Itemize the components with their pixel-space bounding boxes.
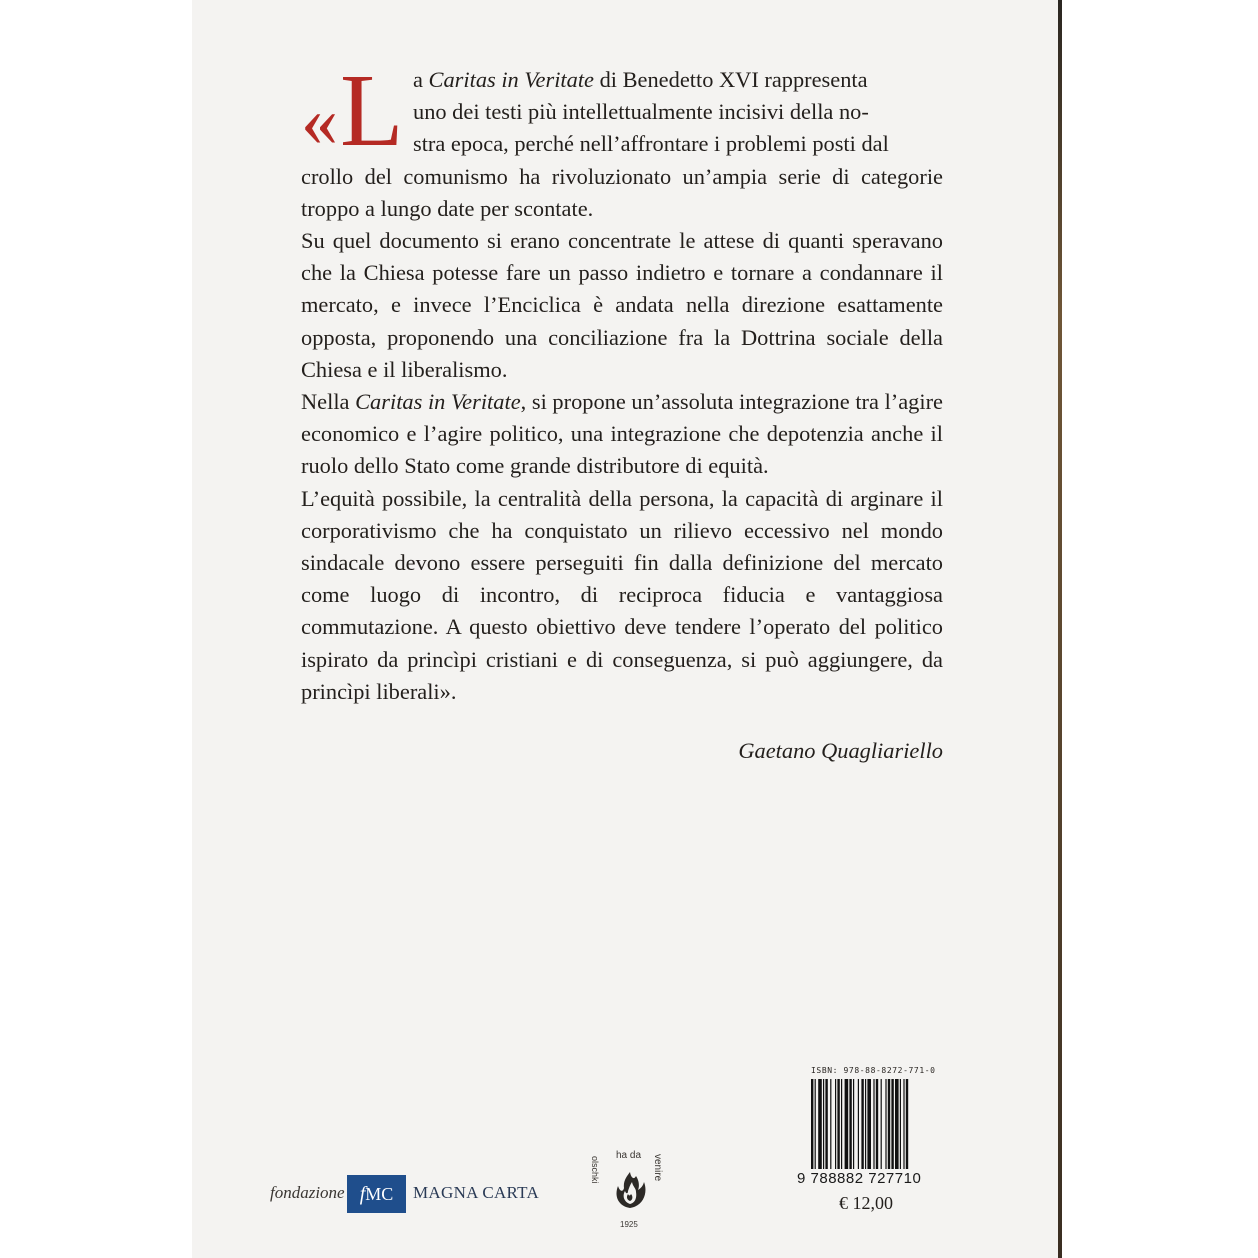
spine-edge [1058,0,1062,1258]
barcode-bar [906,1079,908,1169]
barcode-bar [891,1079,893,1169]
open-guillemet: « [301,80,338,162]
barcode-bar [818,1079,822,1169]
price-label: € 12,00 [839,1193,893,1213]
p1-l1-title: Caritas in Veritate [428,67,594,92]
barcode-bar [823,1079,824,1169]
fondazione-label: fondazione [270,1183,345,1202]
fmc-logo-mc: MC [365,1184,394,1204]
barcode-bar [858,1079,859,1169]
paragraph-1-rest: crollo del comunismo ha rivoluzionato un’ampia serie di categorie troppo a lungo date per scontate. [301,163,943,221]
barcode-bar [830,1079,831,1169]
fmc-logo [347,1175,406,1213]
paragraph-1-line-2: uno dei testi più intellettualmente incisivi della no- [413,99,869,125]
publisher-side-right: venire [652,1154,663,1182]
barcode [811,1079,937,1171]
magna-carta-label: MAGNA CARTA [413,1183,540,1202]
barcode-bar [837,1079,839,1169]
dropcap-letter: L [340,53,404,168]
barcode-bar [853,1079,854,1169]
barcode-bar [865,1079,866,1169]
paragraph-4: L’equità possibile, la centralità della persona, la capacità di arginare il corporativismo che ha conquistato un rilievo eccessivo nel mondo sindacale devono essere perseguiti fin dalla definizione del mercato come luogo di incontro, di reciproca fiducia e vantaggiosa commutazione. A questo obiettivo deve tendere l’operato del politico ispirato da princìpi cristiani e di conseguenza, si può aggiungere, da princìpi liberali». [301,485,943,704]
p1-l1-a: a [413,67,429,92]
barcode-bar [861,1079,863,1169]
fmc-logo-f: f [359,1183,366,1205]
barcode-bar [903,1079,904,1169]
blurb-text [301,53,943,708]
barcode-bar [876,1079,878,1169]
isbn-text: ISBN: 978-88-8272-771-0 [811,1066,936,1075]
barcode-bar [815,1079,816,1169]
barcode-bar [845,1079,849,1169]
barcode-bar [867,1079,871,1169]
paragraph-3 [301,386,943,483]
publisher-year: 1925 [620,1220,638,1229]
barcode-bar [825,1079,827,1169]
paragraph-2: Su quel documento si erano concentrate le attese di quanti speravano che la Chiesa potesse fare un passo indietro e tornare a condannare il mercato, e invece l’Enciclica è andata nella direzione esattamente opposta, proponendo una conciliazione fra la Dottrina sociale della Chiesa e il liberalismo. [301,228,943,382]
p3-title: Caritas in Veritate [355,389,521,415]
barcode-digits: 9 788882 727710 [797,1170,922,1187]
publisher-side-left: olschki [590,1156,600,1184]
barcode-bar [849,1079,851,1169]
barcode-bar [881,1079,882,1169]
flame-icon [608,1168,652,1212]
p1-l1-b: di Benedetto XVI rappresenta [594,67,868,92]
barcode-bar [900,1079,901,1169]
p3-b: , si propone un’assoluta integrazione tra l’agire economico e l’agire politico, una integrazione che depotenzia anche il ruolo dello Stato come grande distributore di equità. [301,389,943,479]
barcode-bar [895,1079,899,1169]
p3-a: Nella [301,389,356,415]
publisher-top-text: ha da [616,1150,642,1161]
dropcap [301,53,404,168]
barcode-bar [888,1079,890,1169]
paragraph-1 [301,53,943,225]
barcode-bar [841,1079,842,1169]
barcode-bar [835,1079,836,1169]
paragraph-1-line-3: stra epoca, perché nell’affrontare i problemi posti dal [413,131,889,157]
author-signature: Gaetano Quagliariello [738,738,943,763]
barcode-bar [885,1079,886,1169]
paragraph-1-line-1 [413,64,943,96]
barcode-bar [811,1079,813,1169]
barcode-bar [873,1079,874,1169]
publisher-logo [590,1150,670,1230]
